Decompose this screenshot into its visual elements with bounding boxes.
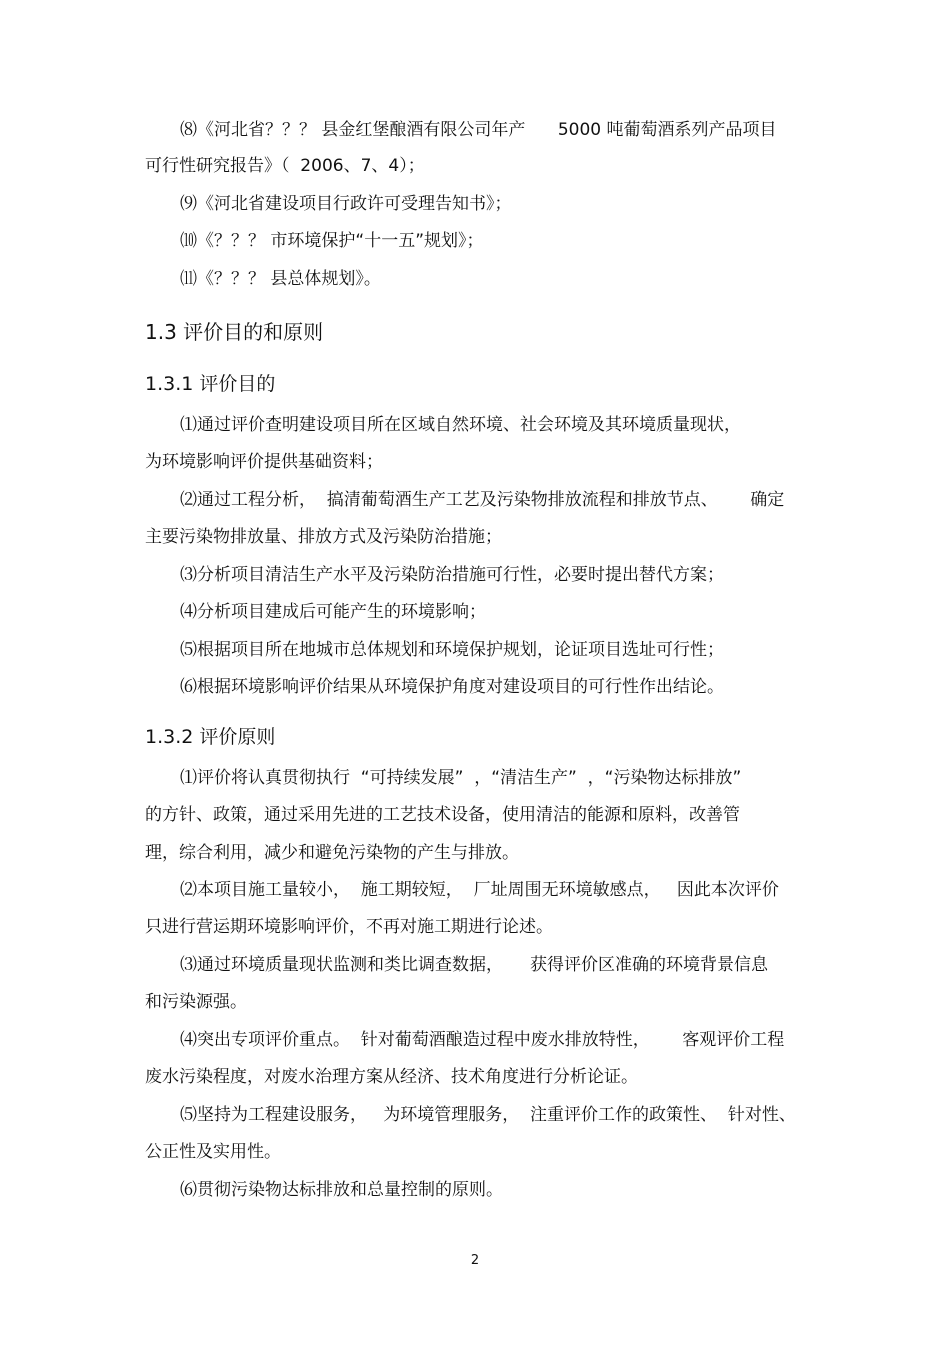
ref-8-line-2: 可行性研究报告》（ 2006、7、4）； — [145, 156, 425, 176]
principle-line-9: 废水污染程度，对废水治理方案从经济、技术角度进行分析论证。 — [145, 1067, 638, 1087]
principle-line-6: ⑶通过环境质量现状监测和类比调查数据， 获得评价区准确的环境背景信息 — [180, 955, 769, 975]
purpose-line-6: ⑷分析项目建成后可能产生的环境影响； — [180, 602, 486, 622]
ref-8-line-1: ⑻《河北省？？？ 县金红堡酿酒有限公司年产 5000 吨葡萄酒系列产品项目 — [180, 120, 777, 140]
purpose-line-3: ⑵通过工程分析， 搞清葡萄酒生产工艺及污染物排放流程和排放节点、 确定 — [180, 490, 785, 510]
purpose-line-5: ⑶分析项目清洁生产水平及污染防治措施可行性，必要时提出替代方案； — [180, 565, 724, 585]
principle-line-3: 理，综合利用，减少和避免污染物的产生与排放。 — [145, 843, 519, 863]
principle-line-8: ⑷突出专项评价重点。 针对葡萄酒酿造过程中废水排放特性， 客观评价工程 — [180, 1030, 785, 1050]
principle-line-1: ⑴评价将认真贯彻执行 “可持续发展” ，“清洁生产” ，“污染物达标排放” — [180, 768, 742, 788]
purpose-line-4: 主要污染物排放量、排放方式及污染防治措施； — [145, 527, 502, 547]
principle-line-4: ⑵本项目施工量较小， 施工期较短， 厂址周围无环境敏感点， 因此本次评价 — [180, 880, 779, 900]
purpose-line-1: ⑴通过评价查明建设项目所在区域自然环境、社会环境及其环境质量现状， — [180, 415, 741, 435]
principle-line-2: 的方针、政策，通过采用先进的工艺技术设备，使用清洁的能源和原料，改善管 — [145, 805, 740, 825]
principle-line-5: 只进行营运期环境影响评价，不再对施工期进行论述。 — [145, 917, 553, 937]
ref-10: ⑽《？？？ 市环境保护“十一五”规划》； — [180, 231, 484, 251]
ref-9: ⑼《河北省建设项目行政许可受理告知书》； — [180, 194, 512, 214]
section-1-3-2-heading: 1.3.2 评价原则 — [145, 726, 276, 748]
ref-11: ⑾《？？？ 县总体规划》。 — [180, 269, 381, 289]
purpose-line-7: ⑸根据项目所在地城市总体规划和环境保护规划，论证项目选址可行性； — [180, 640, 724, 660]
page-number: 2 — [470, 1253, 480, 1268]
principle-line-10: ⑸坚持为工程建设服务， 为环境管理服务， 注重评价工作的政策性、 针对性、 — [180, 1105, 796, 1125]
principle-line-11: 公正性及实用性。 — [145, 1142, 281, 1162]
section-1-3-heading: 1.3 评价目的和原则 — [145, 320, 324, 344]
principle-line-7: 和污染源强。 — [145, 992, 247, 1012]
section-1-3-1-heading: 1.3.1 评价目的 — [145, 373, 276, 395]
purpose-line-8: ⑹根据环境影响评价结果从环境保护角度对建设项目的可行性作出结论。 — [180, 677, 724, 697]
principle-line-12: ⑹贯彻污染物达标排放和总量控制的原则。 — [180, 1180, 503, 1200]
purpose-line-2: 为环境影响评价提供基础资料； — [145, 452, 383, 472]
